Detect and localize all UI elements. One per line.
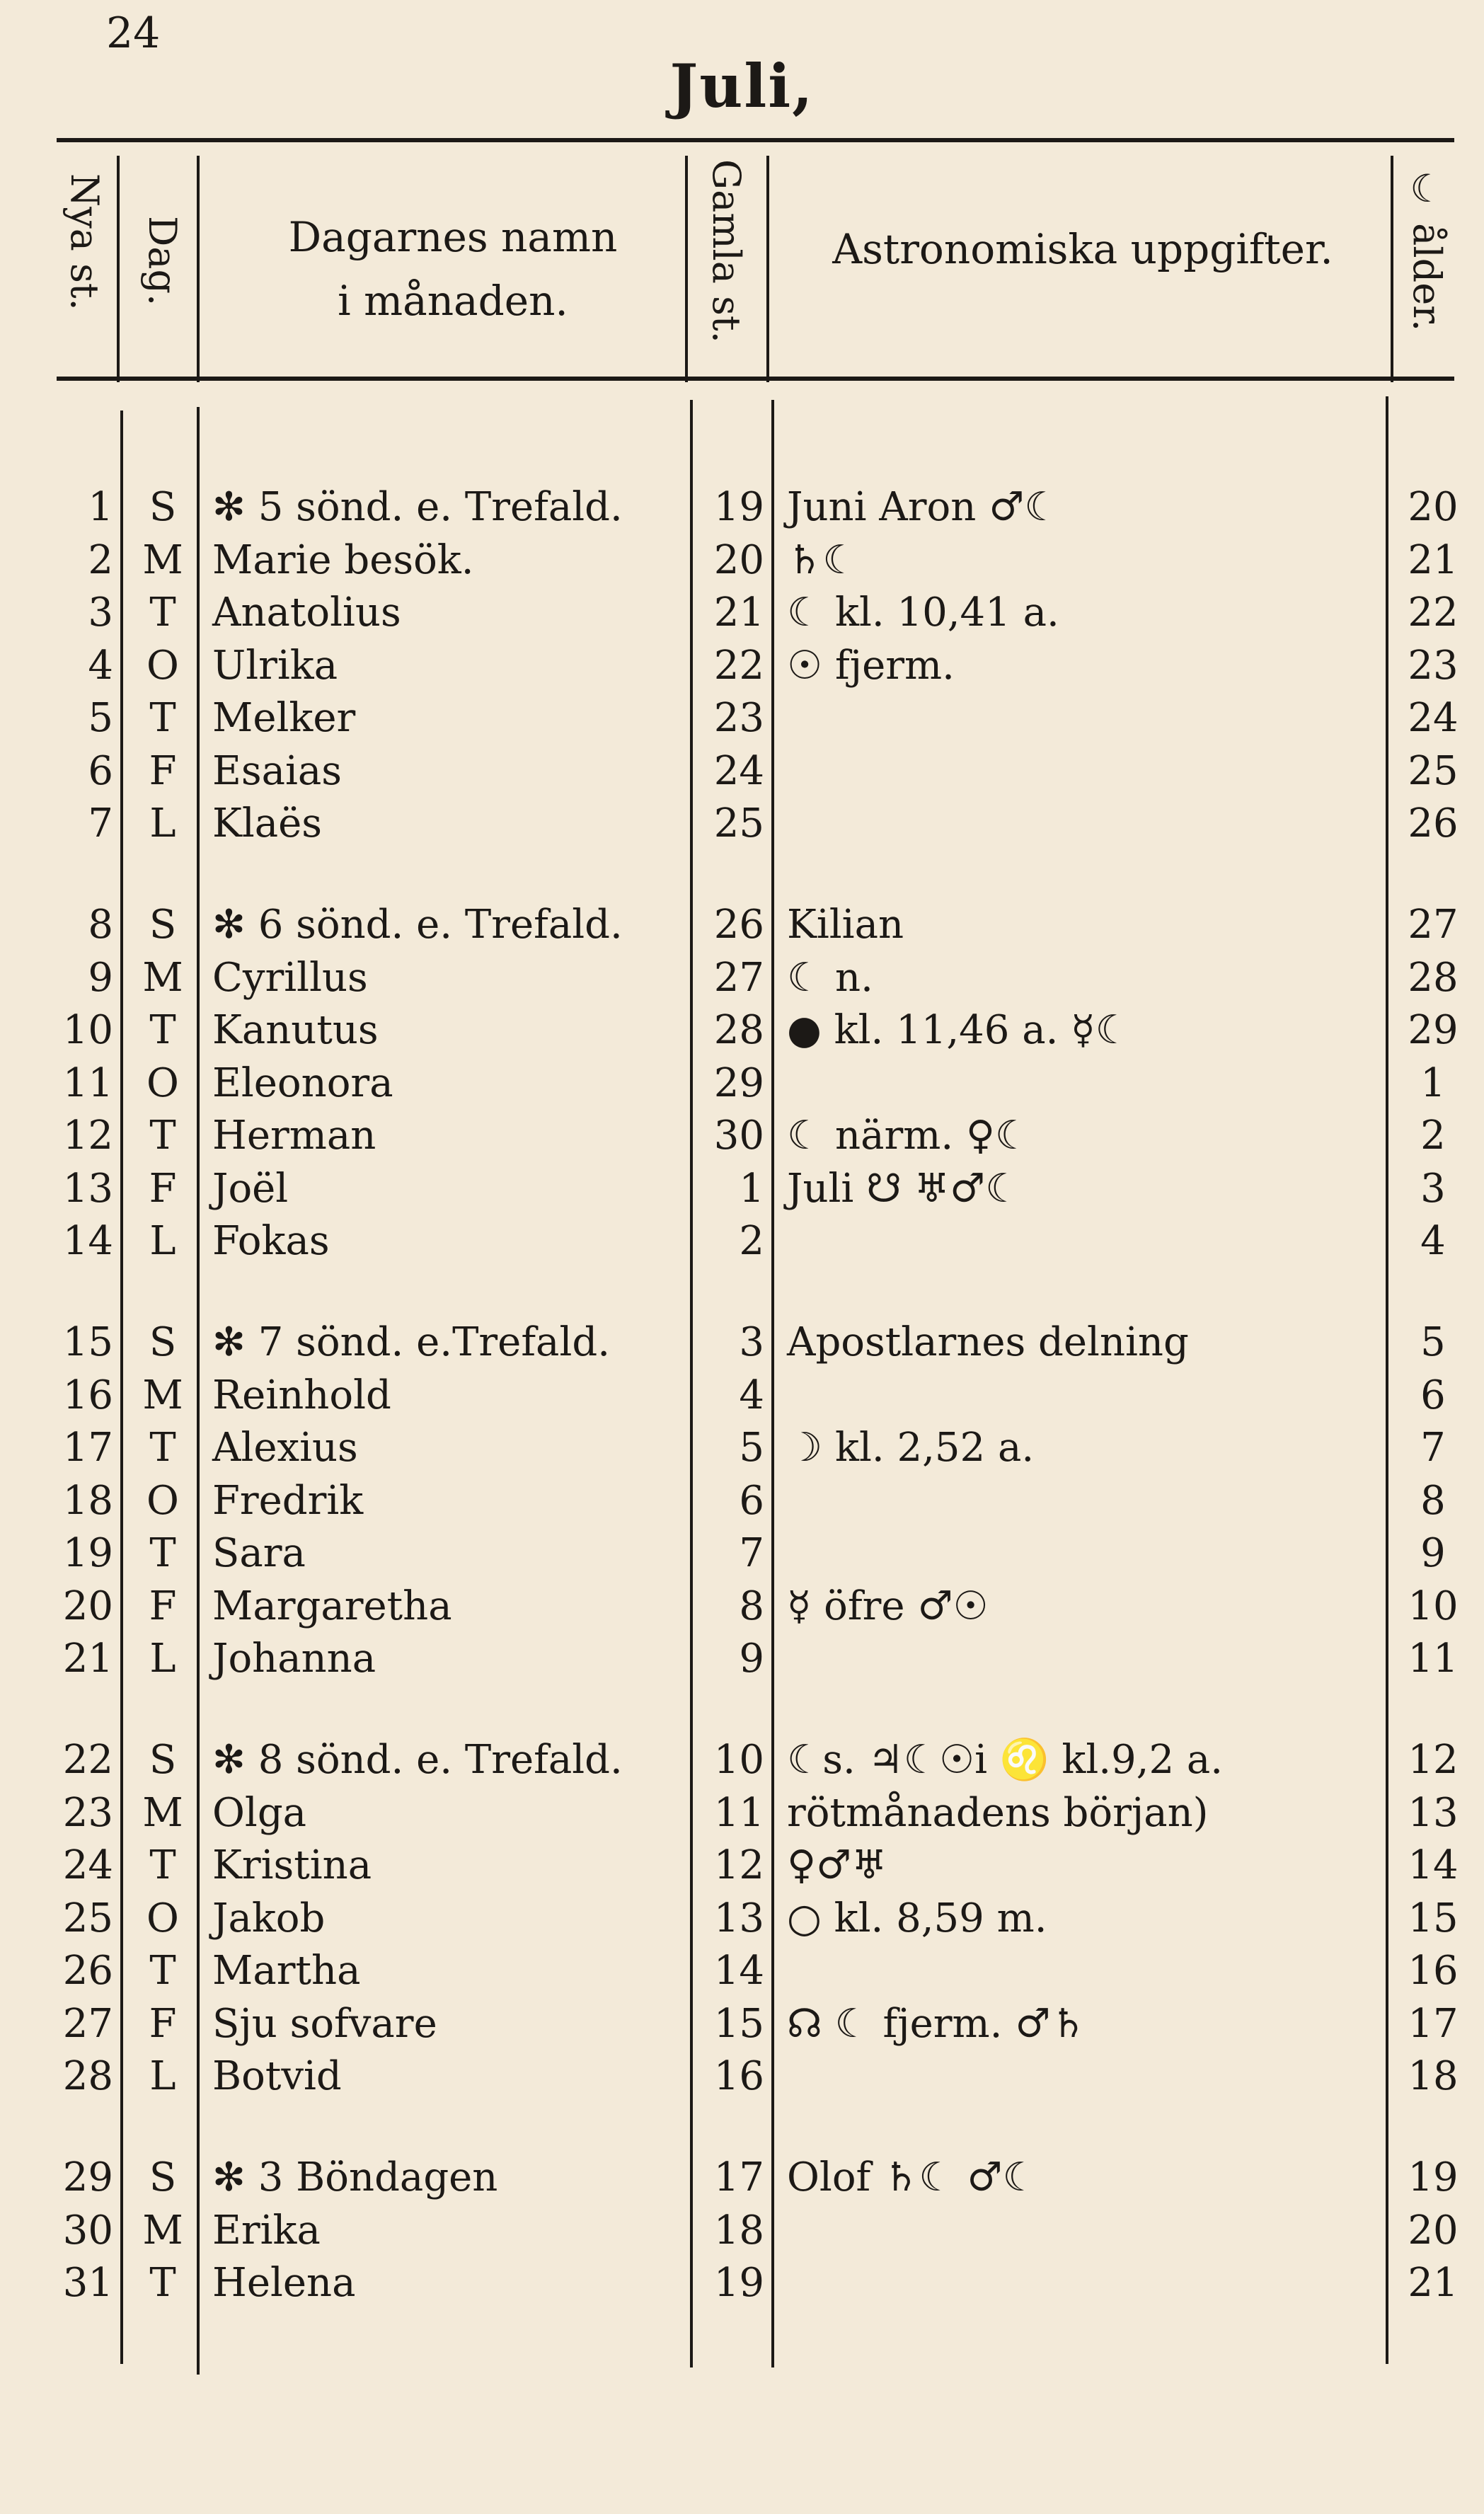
moon-age: 26 [1408, 800, 1459, 846]
table-row [0, 1893, 1484, 1945]
old-style-date: 30 [713, 1113, 764, 1159]
old-style-date: 28 [713, 1007, 764, 1053]
moon-age: 5 [1420, 1319, 1446, 1365]
weekday-letter: T [149, 695, 176, 741]
moon-age: 11 [1408, 1636, 1459, 1682]
astronomical-note: Kilian [787, 902, 904, 948]
weekday-letter: T [149, 1842, 176, 1888]
new-style-date: 27 [62, 2000, 113, 2047]
weekday-letter: O [146, 1895, 179, 1941]
day-name: ✻ 5 sönd. e. Trefald. [212, 484, 623, 530]
moon-age: 12 [1408, 1737, 1459, 1783]
old-style-date: 29 [713, 1060, 764, 1106]
top-rule [57, 138, 1454, 142]
moon-age: 3 [1420, 1165, 1446, 1212]
new-style-date: 23 [62, 1789, 113, 1836]
new-style-date: 2 [88, 536, 113, 583]
old-style-date: 25 [713, 800, 764, 846]
new-style-date: 16 [62, 1372, 113, 1418]
weekday-letter: T [149, 2260, 176, 2306]
moon-age: 4 [1420, 1218, 1446, 1264]
day-name: Alexius [212, 1425, 358, 1471]
moon-age: 24 [1408, 695, 1459, 741]
old-style-date: 18 [713, 2207, 764, 2254]
weekday-letter: S [149, 902, 177, 948]
header-bottom-rule [57, 377, 1454, 381]
astronomical-note: ♀♂♅ [787, 1842, 887, 1888]
new-style-date: 21 [62, 1636, 113, 1682]
moon-age: 21 [1408, 2260, 1459, 2306]
weekday-letter: T [149, 1425, 176, 1471]
day-name: ✻ 7 sönd. e.Trefald. [212, 1319, 610, 1365]
day-name: Kanutus [212, 1007, 379, 1053]
table-row [0, 1057, 1484, 1110]
day-name: Klaës [212, 800, 323, 846]
new-style-date: 7 [88, 800, 113, 846]
weekday-letter: L [149, 2053, 176, 2099]
header-divider [117, 156, 120, 382]
weekday-letter: F [149, 1165, 177, 1212]
new-style-date: 14 [62, 1218, 113, 1264]
new-style-date: 28 [62, 2053, 113, 2099]
weekday-letter: M [142, 1789, 183, 1836]
moon-age: 14 [1408, 1842, 1459, 1888]
day-name: Reinhold [212, 1372, 391, 1418]
astronomical-note: ☊ ☾ fjerm. ♂♄ [787, 2000, 1086, 2047]
old-style-date: 24 [713, 747, 764, 794]
table-row [0, 952, 1484, 1004]
day-name: Fokas [212, 1218, 330, 1264]
table-row [0, 1787, 1484, 1839]
weekday-letter: O [146, 1477, 179, 1524]
day-name: Kristina [212, 1842, 372, 1888]
weekday-letter: L [149, 1636, 176, 1682]
table-row [0, 1422, 1484, 1474]
astronomical-note: ☾ närm. ♀☾ [787, 1113, 1031, 1159]
table-row [0, 1370, 1484, 1422]
moon-age: 25 [1408, 747, 1459, 794]
moon-age: 19 [1408, 2154, 1459, 2200]
moon-age: 13 [1408, 1789, 1459, 1836]
weekday-letter: S [149, 484, 177, 530]
new-style-date: 4 [88, 642, 113, 689]
moon-age: 28 [1408, 954, 1459, 1001]
moon-age: 8 [1420, 1477, 1446, 1524]
old-style-date: 12 [713, 1842, 764, 1888]
astronomical-note: ♄☾ [787, 536, 858, 583]
day-name: Esaias [212, 747, 343, 794]
table-row [0, 481, 1484, 534]
old-style-date: 19 [713, 2260, 764, 2306]
table-row [0, 745, 1484, 798]
day-name: Cyrillus [212, 954, 368, 1001]
moon-age: 21 [1408, 536, 1459, 583]
weekday-letter: M [142, 1372, 183, 1418]
table-row [0, 899, 1484, 951]
new-style-date: 11 [62, 1060, 113, 1106]
table-row [0, 1004, 1484, 1057]
new-style-date: 18 [62, 1477, 113, 1524]
weekday-letter: L [149, 800, 176, 846]
moon-age: 20 [1408, 2207, 1459, 2254]
weekday-letter: F [149, 1583, 177, 1629]
table-row [0, 1633, 1484, 1685]
new-style-date: 19 [62, 1530, 113, 1576]
old-style-date: 13 [713, 1895, 764, 1941]
table-row [0, 1475, 1484, 1527]
weekday-letter: M [142, 536, 183, 583]
table-row [0, 798, 1484, 850]
header-nya-st: Nya st. [62, 173, 107, 311]
table-row [0, 1734, 1484, 1786]
moon-age: 29 [1408, 1007, 1459, 1053]
old-style-date: 6 [739, 1477, 764, 1524]
weekday-letter: F [149, 747, 177, 794]
old-style-date: 10 [713, 1737, 764, 1783]
astronomical-note: ☿ öfre ♂☉ [787, 1583, 989, 1629]
table-row [0, 587, 1484, 639]
new-style-date: 22 [62, 1737, 113, 1783]
old-style-date: 27 [713, 954, 764, 1001]
table-row [0, 640, 1484, 692]
old-style-date: 8 [739, 1583, 764, 1629]
day-name: ✻ 3 Böndagen [212, 2154, 498, 2200]
old-style-date: 4 [739, 1372, 764, 1418]
astronomical-note: ☽ kl. 2,52 a. [787, 1425, 1035, 1471]
day-name: ✻ 8 sönd. e. Trefald. [212, 1737, 623, 1783]
old-style-date: 14 [713, 1948, 764, 1994]
astronomical-note: Juni Aron ♂☾ [787, 484, 1060, 530]
moon-age: 22 [1408, 590, 1459, 636]
day-name: Botvid [212, 2053, 342, 2099]
weekday-letter: M [142, 2207, 183, 2254]
moon-age: 6 [1420, 1372, 1446, 1418]
table-row [0, 534, 1484, 587]
astronomical-note: ☾s. ♃☾☉i ♌ kl.9,2 a. [787, 1737, 1224, 1783]
month-title: Juli, [669, 51, 815, 121]
table-row [0, 1316, 1484, 1369]
new-style-date: 24 [62, 1842, 113, 1888]
header-divider [197, 156, 200, 382]
weekday-letter: S [149, 1737, 177, 1783]
new-style-date: 8 [88, 902, 113, 948]
table-row [0, 2050, 1484, 2103]
day-name: Marie besök. [212, 536, 474, 583]
table-row [0, 692, 1484, 745]
new-style-date: 15 [62, 1319, 113, 1365]
table-row [0, 1945, 1484, 1997]
old-style-date: 1 [739, 1165, 764, 1212]
weekday-letter: T [149, 1113, 176, 1159]
astronomical-note: ☾ kl. 10,41 a. [787, 590, 1059, 636]
old-style-date: 7 [739, 1530, 764, 1576]
moon-age: 1 [1420, 1060, 1446, 1106]
weekday-letter: S [149, 2154, 177, 2200]
day-name: Johanna [212, 1636, 376, 1682]
old-style-date: 9 [739, 1636, 764, 1682]
old-style-date: 17 [713, 2154, 764, 2200]
new-style-date: 9 [88, 954, 113, 1001]
day-name: ✻ 6 sönd. e. Trefald. [212, 902, 623, 948]
moon-age: 18 [1408, 2053, 1459, 2099]
moon-age: 17 [1408, 2000, 1459, 2047]
new-style-date: 20 [62, 1583, 113, 1629]
table-row [0, 1110, 1484, 1162]
header-divider [766, 156, 769, 382]
new-style-date: 6 [88, 747, 113, 794]
day-name: Margaretha [212, 1583, 452, 1629]
new-style-date: 10 [62, 1007, 113, 1053]
day-name: Sju sofvare [212, 2000, 437, 2047]
weekday-letter: T [149, 590, 176, 636]
day-name: Sara [212, 1530, 306, 1576]
old-style-date: 22 [713, 642, 764, 689]
old-style-date: 16 [713, 2053, 764, 2099]
header-gamla-st: Gamla st. [704, 159, 749, 343]
old-style-date: 21 [713, 590, 764, 636]
day-name: Fredrik [212, 1477, 364, 1524]
table-row [0, 2152, 1484, 2204]
table-row [0, 1839, 1484, 1892]
weekday-letter: T [149, 1007, 176, 1053]
table-row [0, 1998, 1484, 2050]
new-style-date: 17 [62, 1425, 113, 1471]
table-row [0, 1163, 1484, 1215]
day-name: Melker [212, 695, 356, 741]
day-name: Herman [212, 1113, 376, 1159]
moon-age: 10 [1408, 1583, 1459, 1629]
astronomical-note: ☉ fjerm. [787, 642, 955, 689]
new-style-date: 5 [88, 695, 113, 741]
header-astronomical: Astronomiska uppgifter. [832, 225, 1333, 273]
day-name: Jakob [212, 1895, 326, 1941]
day-name: Helena [212, 2260, 356, 2306]
header-divider [1391, 156, 1393, 382]
weekday-letter: O [146, 642, 179, 689]
day-name: Joël [212, 1165, 289, 1212]
day-name: Martha [212, 1948, 361, 1994]
weekday-letter: T [149, 1948, 176, 1994]
old-style-date: 26 [713, 902, 764, 948]
new-style-date: 13 [62, 1165, 113, 1212]
weekday-letter: T [149, 1530, 176, 1576]
new-style-date: 3 [88, 590, 113, 636]
weekday-letter: M [142, 954, 183, 1001]
day-name: Erika [212, 2207, 321, 2254]
astronomical-note: ☾ n. [787, 954, 873, 1001]
day-name: Ulrika [212, 642, 338, 689]
day-name: Eleonora [212, 1060, 393, 1106]
day-name: Olga [212, 1789, 307, 1836]
old-style-date: 20 [713, 536, 764, 583]
table-row [0, 1215, 1484, 1268]
old-style-date: 15 [713, 2000, 764, 2047]
weekday-letter: S [149, 1319, 177, 1365]
new-style-date: 30 [62, 2207, 113, 2254]
astronomical-note: ○ kl. 8,59 m. [787, 1895, 1047, 1941]
header-moon-age: ☾ ålder. [1405, 166, 1449, 332]
header-day-names [212, 205, 694, 333]
new-style-date: 31 [62, 2260, 113, 2306]
astronomical-note: Apostlarnes delning [787, 1319, 1189, 1365]
new-style-date: 25 [62, 1895, 113, 1941]
old-style-date: 3 [739, 1319, 764, 1365]
astronomical-note: Olof ♄☾ ♂☾ [787, 2154, 1038, 2200]
header-names-line1: Dagarnes namn [288, 213, 618, 261]
moon-age: 16 [1408, 1948, 1459, 1994]
table-row [0, 1580, 1484, 1633]
astronomical-note: ● kl. 11,46 a. ☿☾ [787, 1007, 1131, 1053]
table-row [0, 2205, 1484, 2257]
moon-age: 7 [1420, 1425, 1446, 1471]
old-style-date: 19 [713, 484, 764, 530]
old-style-date: 11 [713, 1789, 764, 1836]
weekday-letter: F [149, 2000, 177, 2047]
page-number: 24 [106, 8, 161, 58]
new-style-date: 26 [62, 1948, 113, 1994]
new-style-date: 12 [62, 1113, 113, 1159]
table-row [0, 1527, 1484, 1580]
table-row [0, 2257, 1484, 2309]
weekday-letter: O [146, 1060, 179, 1106]
astronomical-note: Juli ☋ ♅♂☾ [787, 1165, 1021, 1212]
new-style-date: 1 [88, 484, 113, 530]
old-style-date: 5 [739, 1425, 764, 1471]
moon-age: 27 [1408, 902, 1459, 948]
moon-age: 9 [1420, 1530, 1446, 1576]
new-style-date: 29 [62, 2154, 113, 2200]
moon-age: 2 [1420, 1113, 1446, 1159]
weekday-letter: L [149, 1218, 176, 1264]
moon-age: 20 [1408, 484, 1459, 530]
header-dag: Dag. [140, 216, 185, 306]
old-style-date: 2 [739, 1218, 764, 1264]
header-names-line2: i månaden. [338, 277, 568, 325]
moon-age: 15 [1408, 1895, 1459, 1941]
moon-age: 23 [1408, 642, 1459, 689]
day-name: Anatolius [212, 590, 401, 636]
astronomical-note: rötmånadens början) [787, 1789, 1209, 1836]
old-style-date: 23 [713, 695, 764, 741]
